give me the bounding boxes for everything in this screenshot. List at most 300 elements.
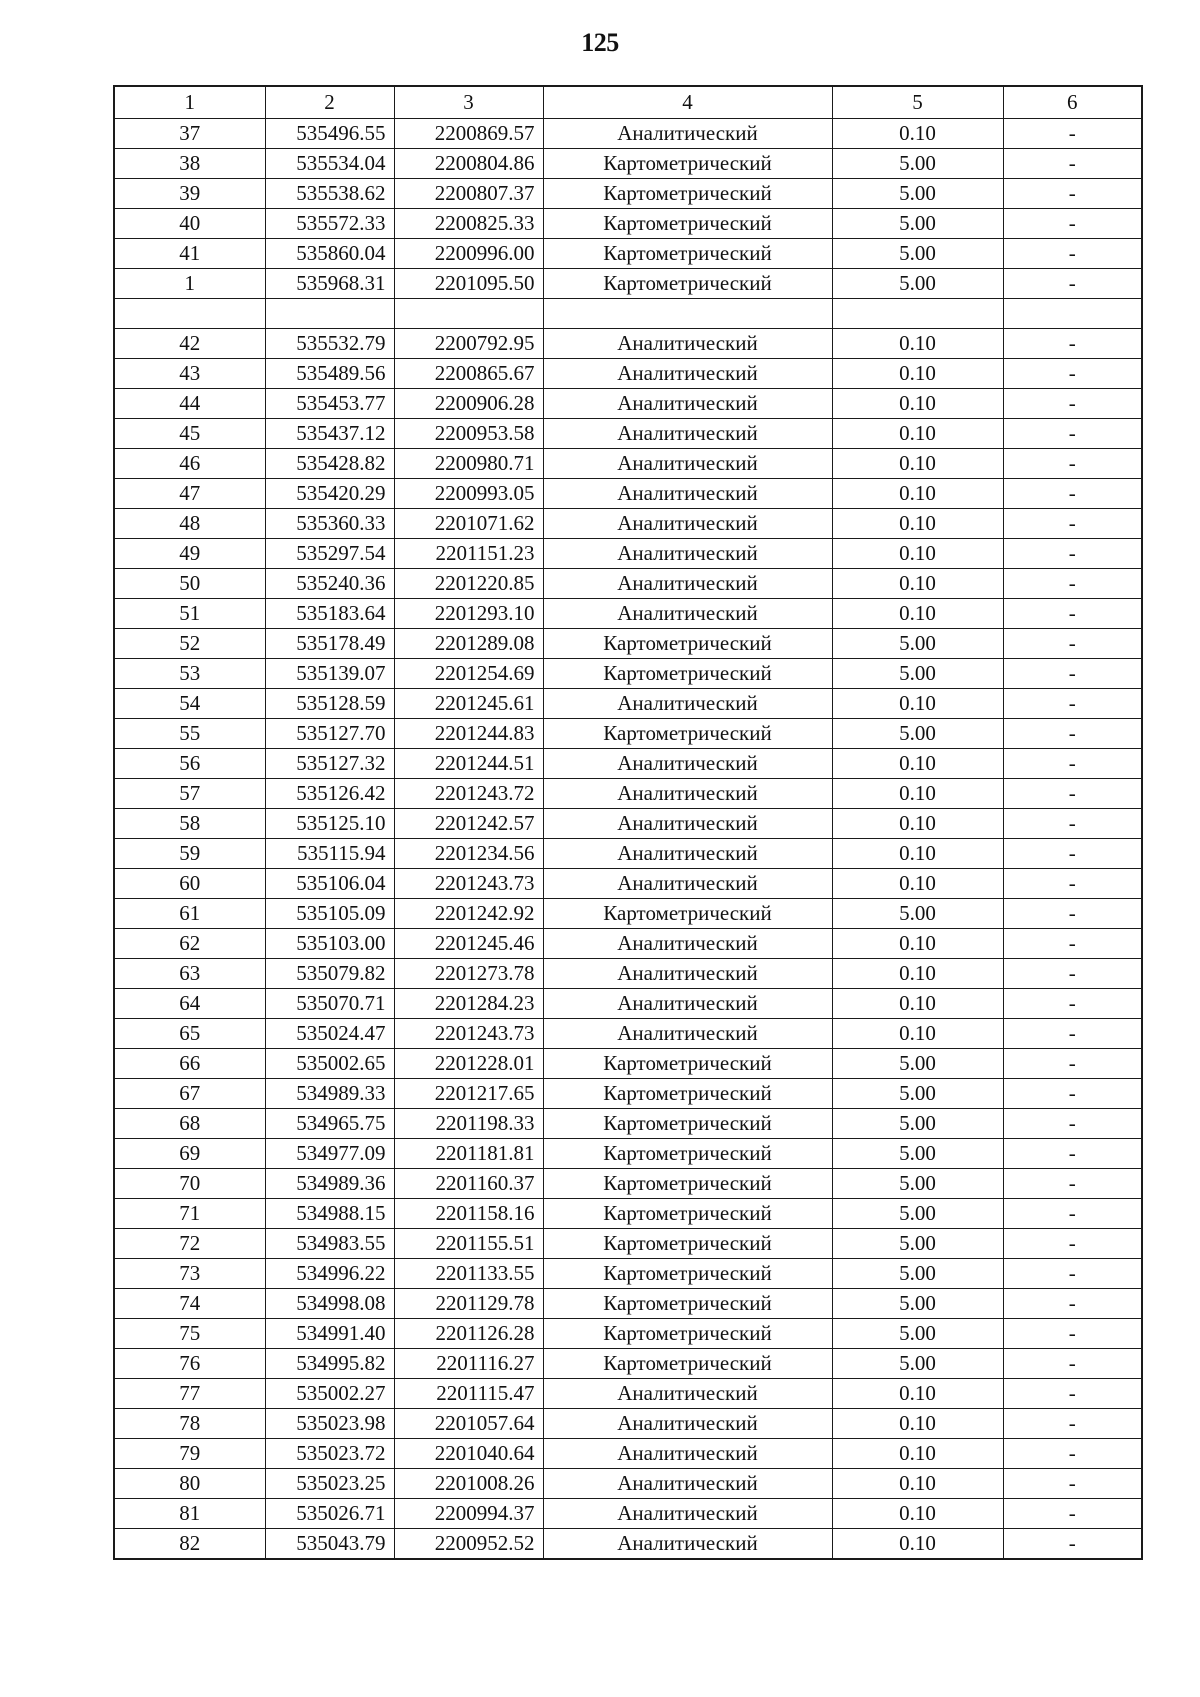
point-number-cell: 42: [114, 329, 265, 359]
accuracy-cell: 0.10: [832, 689, 1003, 719]
x-coordinate-cell: 535139.07: [265, 659, 394, 689]
point-number-cell: 72: [114, 1229, 265, 1259]
point-number-cell: 63: [114, 959, 265, 989]
method-cell: Аналитический: [543, 839, 832, 869]
table-row: [114, 1439, 1142, 1469]
accuracy-cell: 0.10: [832, 869, 1003, 899]
y-coordinate-cell: 2201254.69: [394, 659, 543, 689]
y-coordinate-cell: 2200804.86: [394, 149, 543, 179]
table-row: [114, 869, 1142, 899]
table-row: [114, 1079, 1142, 1109]
table-row: [114, 779, 1142, 809]
x-coordinate-cell: 534989.36: [265, 1169, 394, 1199]
accuracy-cell: 5.00: [832, 1319, 1003, 1349]
extra-cell: -: [1003, 1379, 1142, 1409]
accuracy-cell: 5.00: [832, 629, 1003, 659]
x-coordinate-cell: 534977.09: [265, 1139, 394, 1169]
y-coordinate-cell: 2201243.73: [394, 1019, 543, 1049]
table-row: [114, 1019, 1142, 1049]
y-coordinate-cell: 2201243.72: [394, 779, 543, 809]
extra-cell: -: [1003, 389, 1142, 419]
table-row: [114, 239, 1142, 269]
extra-cell: -: [1003, 509, 1142, 539]
extra-cell: -: [1003, 719, 1142, 749]
table-row: [114, 1049, 1142, 1079]
table-row: [114, 1469, 1142, 1499]
column-header-5: 5: [832, 86, 1003, 119]
point-number-cell: 39: [114, 179, 265, 209]
x-coordinate-cell: 534965.75: [265, 1109, 394, 1139]
extra-cell: -: [1003, 269, 1142, 299]
accuracy-cell: 5.00: [832, 719, 1003, 749]
point-number-cell: 73: [114, 1259, 265, 1289]
table-row: [114, 209, 1142, 239]
x-coordinate-cell: 535105.09: [265, 899, 394, 929]
table-row: [114, 719, 1142, 749]
extra-cell: -: [1003, 839, 1142, 869]
y-coordinate-cell: 2201155.51: [394, 1229, 543, 1259]
point-number-cell: 43: [114, 359, 265, 389]
table-row: [114, 509, 1142, 539]
table-row: [114, 899, 1142, 929]
extra-cell: -: [1003, 569, 1142, 599]
x-coordinate-cell: 535572.33: [265, 209, 394, 239]
accuracy-cell: 0.10: [832, 989, 1003, 1019]
extra-cell: [1003, 299, 1142, 329]
x-coordinate-cell: 534983.55: [265, 1229, 394, 1259]
table-row: [114, 569, 1142, 599]
x-coordinate-cell: 535106.04: [265, 869, 394, 899]
extra-cell: -: [1003, 1079, 1142, 1109]
method-cell: Аналитический: [543, 569, 832, 599]
coordinates-table: [113, 85, 1143, 1560]
x-coordinate-cell: 535538.62: [265, 179, 394, 209]
y-coordinate-cell: 2201115.47: [394, 1379, 543, 1409]
y-coordinate-cell: 2200993.05: [394, 479, 543, 509]
table-row: [114, 1199, 1142, 1229]
x-coordinate-cell: 535532.79: [265, 329, 394, 359]
y-coordinate-cell: 2200906.28: [394, 389, 543, 419]
point-number-cell: 56: [114, 749, 265, 779]
accuracy-cell: 0.10: [832, 959, 1003, 989]
accuracy-cell: 5.00: [832, 209, 1003, 239]
table-row: [114, 359, 1142, 389]
accuracy-cell: 0.10: [832, 479, 1003, 509]
extra-cell: -: [1003, 479, 1142, 509]
extra-cell: -: [1003, 149, 1142, 179]
point-number-cell: 40: [114, 209, 265, 239]
accuracy-cell: 0.10: [832, 1379, 1003, 1409]
point-number-cell: 81: [114, 1499, 265, 1529]
y-coordinate-cell: 2200865.67: [394, 359, 543, 389]
extra-cell: -: [1003, 1349, 1142, 1379]
method-cell: Аналитический: [543, 119, 832, 149]
method-cell: Картометрический: [543, 209, 832, 239]
point-number-cell: 49: [114, 539, 265, 569]
point-number-cell: 45: [114, 419, 265, 449]
x-coordinate-cell: 535070.71: [265, 989, 394, 1019]
y-coordinate-cell: 2201198.33: [394, 1109, 543, 1139]
extra-cell: -: [1003, 659, 1142, 689]
accuracy-cell: 5.00: [832, 1229, 1003, 1259]
accuracy-cell: 0.10: [832, 809, 1003, 839]
accuracy-cell: 5.00: [832, 1109, 1003, 1139]
y-coordinate-cell: 2200952.52: [394, 1529, 543, 1560]
accuracy-cell: 0.10: [832, 839, 1003, 869]
method-cell: Картометрический: [543, 1349, 832, 1379]
table-row: [114, 689, 1142, 719]
accuracy-cell: 5.00: [832, 1259, 1003, 1289]
accuracy-cell: 5.00: [832, 1049, 1003, 1079]
method-cell: Аналитический: [543, 1409, 832, 1439]
method-cell: Картометрический: [543, 1049, 832, 1079]
extra-cell: -: [1003, 1529, 1142, 1560]
extra-cell: -: [1003, 1169, 1142, 1199]
method-cell: Аналитический: [543, 1499, 832, 1529]
method-cell: Картометрический: [543, 1079, 832, 1109]
y-coordinate-cell: 2201116.27: [394, 1349, 543, 1379]
method-cell: Аналитический: [543, 929, 832, 959]
extra-cell: -: [1003, 1289, 1142, 1319]
table-row: [114, 629, 1142, 659]
table-row: [114, 419, 1142, 449]
x-coordinate-cell: 534998.08: [265, 1289, 394, 1319]
point-number-cell: 80: [114, 1469, 265, 1499]
x-coordinate-cell: 535489.56: [265, 359, 394, 389]
method-cell: Аналитический: [543, 1469, 832, 1499]
accuracy-cell: 5.00: [832, 179, 1003, 209]
point-number-cell: 70: [114, 1169, 265, 1199]
y-coordinate-cell: 2201289.08: [394, 629, 543, 659]
method-cell: Картометрический: [543, 269, 832, 299]
extra-cell: -: [1003, 1439, 1142, 1469]
point-number-cell: 71: [114, 1199, 265, 1229]
x-coordinate-cell: 535534.04: [265, 149, 394, 179]
extra-cell: -: [1003, 1499, 1142, 1529]
table-row: [114, 449, 1142, 479]
x-coordinate-cell: 534989.33: [265, 1079, 394, 1109]
table-row: [114, 989, 1142, 1019]
point-number-cell: 74: [114, 1289, 265, 1319]
method-cell: Аналитический: [543, 389, 832, 419]
table-row: [114, 809, 1142, 839]
method-cell: Аналитический: [543, 479, 832, 509]
accuracy-cell: 0.10: [832, 1439, 1003, 1469]
table-row: [114, 929, 1142, 959]
extra-cell: -: [1003, 539, 1142, 569]
x-coordinate-cell: 535002.27: [265, 1379, 394, 1409]
point-number-cell: 38: [114, 149, 265, 179]
y-coordinate-cell: 2201071.62: [394, 509, 543, 539]
accuracy-cell: 5.00: [832, 1349, 1003, 1379]
y-coordinate-cell: 2201095.50: [394, 269, 543, 299]
method-cell: Аналитический: [543, 419, 832, 449]
table-row: [114, 1529, 1142, 1560]
extra-cell: -: [1003, 1199, 1142, 1229]
x-coordinate-cell: 535026.71: [265, 1499, 394, 1529]
y-coordinate-cell: 2201242.57: [394, 809, 543, 839]
method-cell: Аналитический: [543, 989, 832, 1019]
point-number-cell: 58: [114, 809, 265, 839]
table-row: [114, 149, 1142, 179]
table-row: [114, 479, 1142, 509]
accuracy-cell: 0.10: [832, 779, 1003, 809]
x-coordinate-cell: 535079.82: [265, 959, 394, 989]
x-coordinate-cell: 535178.49: [265, 629, 394, 659]
accuracy-cell: 0.10: [832, 1409, 1003, 1439]
x-coordinate-cell: 535453.77: [265, 389, 394, 419]
accuracy-cell: 0.10: [832, 329, 1003, 359]
point-number-cell: 41: [114, 239, 265, 269]
table-row: [114, 749, 1142, 779]
x-coordinate-cell: 535023.98: [265, 1409, 394, 1439]
x-coordinate-cell: [265, 299, 394, 329]
point-number-cell: 57: [114, 779, 265, 809]
x-coordinate-cell: 535103.00: [265, 929, 394, 959]
extra-cell: -: [1003, 209, 1142, 239]
extra-cell: -: [1003, 779, 1142, 809]
y-coordinate-cell: 2201220.85: [394, 569, 543, 599]
method-cell: Картометрический: [543, 1319, 832, 1349]
y-coordinate-cell: 2201244.51: [394, 749, 543, 779]
x-coordinate-cell: 535128.59: [265, 689, 394, 719]
y-coordinate-cell: 2201293.10: [394, 599, 543, 629]
accuracy-cell: 5.00: [832, 899, 1003, 929]
method-cell: Картометрический: [543, 899, 832, 929]
extra-cell: -: [1003, 869, 1142, 899]
method-cell: Картометрический: [543, 659, 832, 689]
x-coordinate-cell: 535428.82: [265, 449, 394, 479]
point-number-cell: 1: [114, 269, 265, 299]
method-cell: Картометрический: [543, 1259, 832, 1289]
table-body: [114, 86, 1142, 1559]
table-row: [114, 269, 1142, 299]
accuracy-cell: 0.10: [832, 599, 1003, 629]
accuracy-cell: 5.00: [832, 1079, 1003, 1109]
table-row: [114, 959, 1142, 989]
x-coordinate-cell: 535023.25: [265, 1469, 394, 1499]
accuracy-cell: 5.00: [832, 1289, 1003, 1319]
method-cell: Аналитический: [543, 1379, 832, 1409]
method-cell: Аналитический: [543, 1019, 832, 1049]
method-cell: Аналитический: [543, 1439, 832, 1469]
x-coordinate-cell: 535968.31: [265, 269, 394, 299]
x-coordinate-cell: 535024.47: [265, 1019, 394, 1049]
y-coordinate-cell: 2200994.37: [394, 1499, 543, 1529]
extra-cell: -: [1003, 629, 1142, 659]
y-coordinate-cell: 2200953.58: [394, 419, 543, 449]
method-cell: Аналитический: [543, 539, 832, 569]
point-number-cell: 61: [114, 899, 265, 929]
accuracy-cell: 5.00: [832, 149, 1003, 179]
accuracy-cell: 0.10: [832, 449, 1003, 479]
x-coordinate-cell: 534996.22: [265, 1259, 394, 1289]
table-row: [114, 329, 1142, 359]
extra-cell: -: [1003, 1409, 1142, 1439]
extra-cell: -: [1003, 119, 1142, 149]
method-cell: Картометрический: [543, 239, 832, 269]
y-coordinate-cell: 2200996.00: [394, 239, 543, 269]
y-coordinate-cell: 2201284.23: [394, 989, 543, 1019]
column-header-4: 4: [543, 86, 832, 119]
table-row: [114, 659, 1142, 689]
x-coordinate-cell: 535437.12: [265, 419, 394, 449]
table-row: [114, 1109, 1142, 1139]
accuracy-cell: 5.00: [832, 269, 1003, 299]
extra-cell: -: [1003, 929, 1142, 959]
y-coordinate-cell: 2201160.37: [394, 1169, 543, 1199]
method-cell: Аналитический: [543, 599, 832, 629]
table-row: [114, 179, 1142, 209]
accuracy-cell: 5.00: [832, 1169, 1003, 1199]
point-number-cell: 52: [114, 629, 265, 659]
extra-cell: -: [1003, 179, 1142, 209]
table-row: [114, 299, 1142, 329]
y-coordinate-cell: 2201158.16: [394, 1199, 543, 1229]
column-header-3: 3: [394, 86, 543, 119]
point-number-cell: 54: [114, 689, 265, 719]
point-number-cell: 75: [114, 1319, 265, 1349]
table-row: [114, 1499, 1142, 1529]
y-coordinate-cell: 2200807.37: [394, 179, 543, 209]
table-row: [114, 539, 1142, 569]
accuracy-cell: 5.00: [832, 239, 1003, 269]
accuracy-cell: 0.10: [832, 1019, 1003, 1049]
x-coordinate-cell: 535125.10: [265, 809, 394, 839]
point-number-cell: [114, 299, 265, 329]
extra-cell: -: [1003, 1019, 1142, 1049]
method-cell: Картометрический: [543, 719, 832, 749]
point-number-cell: 76: [114, 1349, 265, 1379]
table-row: [114, 1319, 1142, 1349]
method-cell: Аналитический: [543, 329, 832, 359]
accuracy-cell: 0.10: [832, 419, 1003, 449]
method-cell: Картометрический: [543, 1199, 832, 1229]
extra-cell: -: [1003, 1139, 1142, 1169]
extra-cell: -: [1003, 1469, 1142, 1499]
extra-cell: -: [1003, 1229, 1142, 1259]
extra-cell: -: [1003, 359, 1142, 389]
point-number-cell: 77: [114, 1379, 265, 1409]
method-cell: Картометрический: [543, 1139, 832, 1169]
point-number-cell: 51: [114, 599, 265, 629]
method-cell: Картометрический: [543, 179, 832, 209]
x-coordinate-cell: 535126.42: [265, 779, 394, 809]
y-coordinate-cell: 2201243.73: [394, 869, 543, 899]
y-coordinate-cell: [394, 299, 543, 329]
extra-cell: -: [1003, 1049, 1142, 1079]
y-coordinate-cell: 2201242.92: [394, 899, 543, 929]
extra-cell: -: [1003, 449, 1142, 479]
point-number-cell: 46: [114, 449, 265, 479]
extra-cell: -: [1003, 749, 1142, 779]
y-coordinate-cell: 2201008.26: [394, 1469, 543, 1499]
column-header-1: 1: [114, 86, 265, 119]
table-row: [114, 1139, 1142, 1169]
point-number-cell: 82: [114, 1529, 265, 1560]
accuracy-cell: 5.00: [832, 1139, 1003, 1169]
extra-cell: -: [1003, 809, 1142, 839]
accuracy-cell: 0.10: [832, 749, 1003, 779]
y-coordinate-cell: 2201245.46: [394, 929, 543, 959]
y-coordinate-cell: 2201126.28: [394, 1319, 543, 1349]
point-number-cell: 47: [114, 479, 265, 509]
table-row: [114, 1229, 1142, 1259]
table-row: [114, 599, 1142, 629]
y-coordinate-cell: 2200869.57: [394, 119, 543, 149]
method-cell: Аналитический: [543, 1529, 832, 1560]
x-coordinate-cell: 535860.04: [265, 239, 394, 269]
column-header-6: 6: [1003, 86, 1142, 119]
table-row: [114, 1379, 1142, 1409]
accuracy-cell: 0.10: [832, 569, 1003, 599]
method-cell: Аналитический: [543, 509, 832, 539]
x-coordinate-cell: 535127.32: [265, 749, 394, 779]
y-coordinate-cell: 2201217.65: [394, 1079, 543, 1109]
point-number-cell: 66: [114, 1049, 265, 1079]
point-number-cell: 79: [114, 1439, 265, 1469]
page-number: 125: [581, 28, 619, 57]
extra-cell: -: [1003, 1319, 1142, 1349]
method-cell: Аналитический: [543, 809, 832, 839]
extra-cell: -: [1003, 329, 1142, 359]
table-row: [114, 1169, 1142, 1199]
x-coordinate-cell: 535240.36: [265, 569, 394, 599]
accuracy-cell: 5.00: [832, 1199, 1003, 1229]
x-coordinate-cell: 534991.40: [265, 1319, 394, 1349]
y-coordinate-cell: 2200792.95: [394, 329, 543, 359]
method-cell: [543, 299, 832, 329]
point-number-cell: 59: [114, 839, 265, 869]
y-coordinate-cell: 2201057.64: [394, 1409, 543, 1439]
table-row: [114, 1409, 1142, 1439]
table-row: [114, 1259, 1142, 1289]
point-number-cell: 78: [114, 1409, 265, 1439]
accuracy-cell: 0.10: [832, 509, 1003, 539]
point-number-cell: 44: [114, 389, 265, 419]
accuracy-cell: 0.10: [832, 119, 1003, 149]
y-coordinate-cell: 2201273.78: [394, 959, 543, 989]
x-coordinate-cell: 535297.54: [265, 539, 394, 569]
point-number-cell: 69: [114, 1139, 265, 1169]
extra-cell: -: [1003, 959, 1142, 989]
x-coordinate-cell: 535115.94: [265, 839, 394, 869]
x-coordinate-cell: 535183.64: [265, 599, 394, 629]
y-coordinate-cell: 2200825.33: [394, 209, 543, 239]
point-number-cell: 37: [114, 119, 265, 149]
method-cell: Картометрический: [543, 149, 832, 179]
y-coordinate-cell: 2201245.61: [394, 689, 543, 719]
point-number-cell: 53: [114, 659, 265, 689]
method-cell: Картометрический: [543, 1289, 832, 1319]
accuracy-cell: 0.10: [832, 1469, 1003, 1499]
extra-cell: -: [1003, 689, 1142, 719]
y-coordinate-cell: 2201151.23: [394, 539, 543, 569]
extra-cell: -: [1003, 1109, 1142, 1139]
accuracy-cell: 0.10: [832, 539, 1003, 569]
method-cell: Картометрический: [543, 1169, 832, 1199]
table-row: [114, 389, 1142, 419]
point-number-cell: 65: [114, 1019, 265, 1049]
y-coordinate-cell: 2201181.81: [394, 1139, 543, 1169]
accuracy-cell: 0.10: [832, 1499, 1003, 1529]
x-coordinate-cell: 535127.70: [265, 719, 394, 749]
y-coordinate-cell: 2200980.71: [394, 449, 543, 479]
point-number-cell: 62: [114, 929, 265, 959]
table-row: [114, 119, 1142, 149]
point-number-cell: 60: [114, 869, 265, 899]
table-row: [114, 1349, 1142, 1379]
